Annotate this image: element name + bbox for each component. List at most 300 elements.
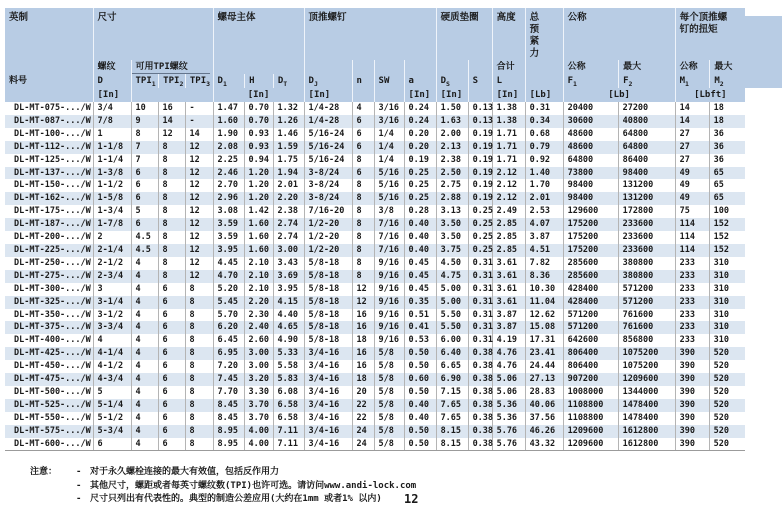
data-cell: 2.08 [213, 141, 244, 154]
table-row [5, 425, 745, 438]
data-cell: 6 [158, 296, 185, 309]
data-cell: 1/4 [374, 128, 404, 141]
data-cell: 5/8-18 [304, 270, 352, 283]
data-cell: 27200 [618, 102, 675, 115]
table-row [5, 128, 745, 141]
data-cell: 28.83 [525, 386, 563, 399]
data-cell: 3.87 [492, 309, 525, 322]
data-cell: 6 [158, 412, 185, 425]
data-cell: 3/4-16 [304, 360, 352, 373]
data-cell: 1.71 [492, 141, 525, 154]
data-cell: 8 [158, 205, 185, 218]
catalog-page [0, 8, 782, 506]
data-cell: 7.70 [213, 386, 244, 399]
data-cell: 4.19 [492, 334, 525, 347]
data-cell: 5/8 [374, 412, 404, 425]
data-cell: 2.12 [492, 179, 525, 192]
data-cell: 6.65 [436, 360, 468, 373]
part-number-cell: DL-MT-450-.../W [14, 361, 91, 372]
part-number-cell: DL-MT-600-.../W [5, 438, 93, 451]
data-cell: 12 [185, 167, 213, 180]
data-cell: 12 [185, 141, 213, 154]
data-cell: 6 [158, 425, 185, 438]
data-cell: 3/16 [374, 115, 404, 128]
data-cell: 5/8-18 [304, 321, 352, 334]
data-cell: 98400 [563, 179, 618, 192]
data-cell: 3/8 [374, 205, 404, 218]
data-cell: 8 [185, 373, 213, 386]
data-cell: 7.20 [213, 360, 244, 373]
data-cell: 5.36 [492, 399, 525, 412]
data-cell: 3/4-16 [304, 425, 352, 438]
data-cell: 7.15 [436, 386, 468, 399]
data-cell: 3.00 [273, 244, 304, 257]
data-cell: 5-3/4 [93, 425, 131, 438]
data-cell: 1/2-20 [304, 244, 352, 257]
data-cell: 428400 [563, 296, 618, 309]
data-cell: 6 [158, 360, 185, 373]
data-cell: 1.60 [213, 115, 244, 128]
data-cell: 152 [709, 218, 745, 231]
data-cell: 5.00 [436, 296, 468, 309]
data-cell: 520 [709, 399, 745, 412]
data-cell: 0.41 [404, 321, 436, 334]
header-region [5, 8, 93, 60]
data-cell: 14 [675, 102, 709, 115]
data-cell: 5.50 [436, 309, 468, 322]
data-cell: 8 [185, 386, 213, 399]
data-cell: 1-7/8 [93, 218, 131, 231]
data-cell: 5 [131, 205, 158, 218]
data-cell: 7 [131, 141, 158, 154]
data-cell: 0.38 [468, 347, 492, 360]
data-cell: 12 [185, 179, 213, 192]
data-cell: 0.45 [404, 283, 436, 296]
data-cell: 571200 [563, 309, 618, 322]
data-cell: 5.50 [436, 321, 468, 334]
data-cell: 0.25 [468, 231, 492, 244]
data-cell: 1/4-28 [304, 102, 352, 115]
data-cell: 0.25 [404, 167, 436, 180]
data-cell: 3.43 [273, 257, 304, 270]
data-cell: 65 [709, 192, 745, 205]
data-cell: 8.95 [213, 438, 244, 451]
data-cell: 8 [158, 270, 185, 283]
data-cell: 3-8/24 [304, 192, 352, 205]
data-cell: 3.61 [492, 257, 525, 270]
data-cell: 7.45 [213, 373, 244, 386]
data-cell: 6 [93, 438, 131, 451]
data-cell: 5.00 [436, 283, 468, 296]
data-cell: 0.31 [468, 309, 492, 322]
data-cell: 5.83 [273, 373, 304, 386]
part-number-cell: DL-MT-325-.../W [5, 296, 93, 309]
data-cell: 12 [185, 218, 213, 231]
data-cell: 3.87 [525, 231, 563, 244]
data-cell: 12 [352, 283, 374, 296]
col-m1: $M_1$ [679, 76, 689, 88]
data-cell: 16 [352, 360, 374, 373]
table-row [5, 334, 745, 347]
col-thread-d: 螺纹 D [In] [93, 60, 131, 102]
part-number-cell: DL-MT-150-.../W [14, 180, 91, 191]
data-cell: 5/8 [374, 360, 404, 373]
data-cell: 4.07 [525, 218, 563, 231]
table-row [5, 412, 745, 425]
data-cell: 233 [675, 283, 709, 296]
data-cell: 233600 [618, 218, 675, 231]
part-number-cell: DL-MT-400-.../W [14, 335, 91, 346]
data-cell: 175200 [563, 244, 618, 257]
data-cell: 5/8 [374, 425, 404, 438]
data-cell: 571200 [618, 296, 675, 309]
data-cell: 2.49 [492, 205, 525, 218]
data-cell: 8 [158, 141, 185, 154]
data-cell: 2-1/2 [93, 257, 131, 270]
data-cell: 571200 [618, 283, 675, 296]
data-cell: 7.65 [436, 399, 468, 412]
data-cell: 12 [185, 244, 213, 257]
data-cell: 5.70 [213, 309, 244, 322]
data-cell: 1.60 [244, 244, 273, 257]
data-cell: 6 [158, 438, 185, 451]
col-n: n [352, 60, 374, 102]
part-number-cell: DL-MT-425-.../W [5, 347, 93, 360]
table-row [5, 205, 745, 218]
data-cell: 2.85 [492, 218, 525, 231]
data-cell: 24 [352, 438, 374, 451]
data-cell: 8 [185, 321, 213, 334]
table-row [5, 296, 745, 309]
data-cell: 8 [158, 192, 185, 205]
data-cell: 64800 [563, 154, 618, 167]
data-cell: 1/2-20 [304, 218, 352, 231]
data-cell: 5/8 [374, 347, 404, 360]
data-cell: 6 [352, 141, 374, 154]
part-number-cell: DL-MT-275-.../W [5, 270, 93, 283]
data-cell: 11.04 [525, 296, 563, 309]
table-row [5, 244, 745, 257]
data-cell: 1.20 [244, 179, 273, 192]
data-cell: 390 [675, 399, 709, 412]
data-cell: 40800 [618, 115, 675, 128]
data-cell: 0.53 [404, 334, 436, 347]
data-cell: 1.38 [492, 115, 525, 128]
data-cell: 114 [675, 244, 709, 257]
data-cell: 0.93 [244, 128, 273, 141]
data-cell: 3.00 [244, 347, 273, 360]
data-cell: 5/8-18 [304, 257, 352, 270]
data-cell: 9/16 [374, 283, 404, 296]
data-cell: 5/16 [374, 192, 404, 205]
note-dash: - [76, 467, 82, 478]
data-cell: 17.31 [525, 334, 563, 347]
data-cell: 2.74 [273, 231, 304, 244]
data-cell: 233 [675, 321, 709, 334]
part-number-cell: DL-MT-500-.../W [14, 386, 91, 397]
data-cell: 1.63 [436, 115, 468, 128]
data-cell: 1 [93, 128, 131, 141]
col-preload-unit: [Lb] [525, 60, 563, 102]
data-cell: 175200 [563, 231, 618, 244]
data-cell: 2.12 [492, 167, 525, 180]
data-cell: 22 [352, 412, 374, 425]
data-cell: 0.70 [244, 102, 273, 115]
data-cell: 3.00 [244, 360, 273, 373]
data-cell: - [185, 115, 213, 128]
data-cell: 5/8 [374, 399, 404, 412]
part-number-cell: DL-MT-350-.../W [14, 309, 91, 320]
part-number-cell: DL-MT-137-.../W [5, 167, 93, 180]
data-cell: 0.34 [525, 115, 563, 128]
data-cell: 1.71 [492, 154, 525, 167]
data-cell: 233 [675, 296, 709, 309]
data-cell: 6.08 [273, 386, 304, 399]
data-cell: 0.93 [244, 141, 273, 154]
data-cell: 2.00 [436, 128, 468, 141]
data-cell: 175200 [563, 218, 618, 231]
part-number-cell: DL-MT-112-.../W [5, 141, 93, 154]
data-cell: 2-3/4 [93, 270, 131, 283]
data-cell: 0.25 [404, 179, 436, 192]
sub-header-row [5, 60, 745, 102]
data-cell: 520 [709, 373, 745, 386]
data-cell: 6 [158, 321, 185, 334]
data-cell: 5.76 [492, 438, 525, 451]
data-cell: 36 [709, 128, 745, 141]
data-cell: 1/4 [374, 141, 404, 154]
col-dt: $D_T$ [273, 74, 304, 88]
data-cell: 8 [158, 179, 185, 192]
data-cell: 761600 [618, 321, 675, 334]
data-cell: 1478400 [618, 399, 675, 412]
data-cell: 6.45 [213, 334, 244, 347]
col-tpi2: $TPI_2$ [158, 74, 185, 88]
data-cell: 6 [158, 334, 185, 347]
data-cell: 2.20 [273, 192, 304, 205]
data-cell: 6 [158, 373, 185, 386]
data-cell: 4 [131, 296, 158, 309]
data-cell: 8 [158, 154, 185, 167]
data-cell: 0.38 [468, 438, 492, 451]
data-cell: 0.50 [404, 438, 436, 451]
data-cell: 4.65 [273, 321, 304, 334]
data-cell: 6.00 [436, 334, 468, 347]
data-cell: 2.96 [213, 192, 244, 205]
table-row [5, 399, 745, 412]
data-cell: 8.15 [436, 425, 468, 438]
note-text: 对于永久螺栓连接的最大有效值，包括反作用力 [90, 467, 280, 478]
data-cell: 8 [185, 438, 213, 451]
col-h: H [244, 74, 273, 88]
part-number-cell: DL-MT-525-.../W [5, 399, 93, 412]
data-cell: 5-1/4 [93, 399, 131, 412]
data-cell: 1-3/8 [93, 167, 131, 180]
data-cell: 36 [709, 141, 745, 154]
data-cell: 2.10 [244, 270, 273, 283]
data-cell: 310 [709, 309, 745, 322]
data-cell: 5/16 [374, 179, 404, 192]
data-cell: 2.20 [244, 296, 273, 309]
data-cell: 1.47 [213, 102, 244, 115]
data-cell: 46.26 [525, 425, 563, 438]
data-cell: 3-1/4 [93, 296, 131, 309]
table-row [5, 115, 745, 128]
part-number-cell: DL-MT-575-.../W [5, 425, 93, 438]
data-cell: 73800 [563, 167, 618, 180]
part-number-cell: DL-MT-475-.../W [5, 373, 93, 386]
data-cell: 4.5 [131, 231, 158, 244]
data-cell: 49 [675, 179, 709, 192]
data-cell: 520 [709, 347, 745, 360]
data-cell: 3.95 [213, 244, 244, 257]
data-cell: 5.45 [213, 296, 244, 309]
data-cell: 3/16 [374, 102, 404, 115]
data-cell: 9/16 [374, 257, 404, 270]
note-text: 其他尺寸，螺距或者每英寸螺纹数(TPI)也许可选。请访问www.andi-lock.com [90, 480, 417, 491]
table-row [5, 231, 745, 244]
data-cell: 12 [185, 231, 213, 244]
data-cell: 0.38 [468, 412, 492, 425]
data-cell: 1344000 [618, 386, 675, 399]
data-cell: 1209600 [563, 438, 618, 451]
col-f2: $F_2$ [618, 74, 675, 88]
data-cell: 3.59 [213, 231, 244, 244]
data-cell: 1.50 [436, 102, 468, 115]
data-cell: 0.45 [404, 257, 436, 270]
col-nut-dims: $D_1$ H $D_T$ [In] [213, 60, 304, 102]
data-cell: 3.61 [492, 296, 525, 309]
data-cell: - [185, 102, 213, 115]
data-cell: 1075200 [618, 360, 675, 373]
data-cell: 12 [352, 296, 374, 309]
data-cell: 8.36 [525, 270, 563, 283]
col-tpi-group: 可用TPI螺纹 $TPI_1$ $TPI_2$ $TPI_3$ [131, 60, 213, 102]
data-cell: 10.30 [525, 283, 563, 296]
data-cell: 4.51 [525, 244, 563, 257]
data-cell: 0.31 [468, 283, 492, 296]
data-cell: 5 [93, 386, 131, 399]
data-cell: 0.40 [404, 412, 436, 425]
data-cell: 310 [709, 270, 745, 283]
data-cell: 6 [158, 309, 185, 322]
col-ds: $D_S$ [In] [436, 60, 468, 102]
data-cell: 8 [352, 244, 374, 257]
data-cell: 27 [675, 128, 709, 141]
data-cell: 0.40 [404, 399, 436, 412]
data-cell: 5.76 [492, 425, 525, 438]
data-cell: 152 [709, 244, 745, 257]
data-cell: 114 [675, 231, 709, 244]
data-cell: 0.45 [404, 270, 436, 283]
data-cell: 4 [131, 425, 158, 438]
data-cell: 1.60 [244, 218, 273, 231]
data-cell: 0.31 [468, 270, 492, 283]
table-row [5, 167, 745, 180]
col-a: a [In] [404, 60, 436, 102]
data-cell: 48600 [563, 141, 618, 154]
part-number-cell: DL-MT-225-.../W [5, 244, 93, 257]
data-cell: 27 [675, 141, 709, 154]
data-cell: 5/16-24 [304, 154, 352, 167]
data-cell: 8 [185, 347, 213, 360]
data-cell: 4 [131, 373, 158, 386]
data-cell: 7.11 [273, 425, 304, 438]
data-cell: 4-1/4 [93, 347, 131, 360]
data-cell: 18 [709, 115, 745, 128]
data-cell: 4.75 [436, 270, 468, 283]
data-cell: 8 [158, 257, 185, 270]
data-cell: 12 [185, 154, 213, 167]
data-cell: 2.10 [244, 283, 273, 296]
data-cell: 8 [352, 270, 374, 283]
data-cell: 14 [158, 115, 185, 128]
data-cell: 233600 [618, 244, 675, 257]
data-cell: 0.38 [468, 373, 492, 386]
data-cell: 16 [352, 309, 374, 322]
col-force-pair: 公称 最大 $F_1$ $F_2$ [Lb] [563, 60, 675, 102]
data-cell: 0.79 [525, 141, 563, 154]
col-sw: SW [374, 60, 404, 102]
data-cell: 8 [131, 128, 158, 141]
data-cell: 2.60 [244, 334, 273, 347]
data-cell: 0.38 [468, 399, 492, 412]
data-cell: 0.20 [404, 128, 436, 141]
data-cell: 64800 [618, 128, 675, 141]
data-cell: 0.38 [468, 386, 492, 399]
data-cell: 1.46 [273, 128, 304, 141]
data-cell: 3.70 [244, 399, 273, 412]
data-cell: 3.13 [436, 205, 468, 218]
data-cell: 7/16 [374, 218, 404, 231]
note-text: 尺寸只列出有代表性的。典型的制造公差应用(大约在1mm 或者1% 以内) [90, 494, 382, 505]
data-cell: 129600 [563, 205, 618, 218]
data-cell: 1.71 [492, 128, 525, 141]
table-row [5, 270, 745, 283]
data-cell: 8 [352, 205, 374, 218]
data-cell: 0.50 [404, 425, 436, 438]
data-cell: 6.20 [213, 321, 244, 334]
data-cell: 520 [709, 438, 745, 451]
data-cell: 761600 [618, 309, 675, 322]
data-cell: 4 [131, 399, 158, 412]
data-cell: 0.24 [404, 115, 436, 128]
data-cell: 390 [675, 412, 709, 425]
data-cell: 6 [158, 283, 185, 296]
data-cell: 131200 [618, 179, 675, 192]
part-number-cell: DL-MT-100-.../W [14, 128, 91, 139]
data-cell: 131200 [618, 192, 675, 205]
col-f1: $F_1$ [567, 76, 577, 88]
data-cell: 4 [131, 412, 158, 425]
col-tpi1: $TPI_1$ [135, 76, 156, 88]
data-cell: 3-8/24 [304, 179, 352, 192]
data-cell: 1-1/8 [93, 141, 131, 154]
data-cell: 5/8 [374, 373, 404, 386]
data-cell: 8.95 [213, 425, 244, 438]
data-cell: 12.62 [525, 309, 563, 322]
data-cell: 172800 [618, 205, 675, 218]
page-number: 12 [404, 492, 419, 506]
data-cell: 3.30 [244, 386, 273, 399]
data-cell: 8 [185, 309, 213, 322]
data-cell: 0.50 [404, 347, 436, 360]
data-cell: 0.35 [404, 296, 436, 309]
data-cell: 8 [158, 244, 185, 257]
data-cell: 390 [675, 386, 709, 399]
data-cell: 0.24 [404, 102, 436, 115]
data-cell: 9/16 [374, 309, 404, 322]
